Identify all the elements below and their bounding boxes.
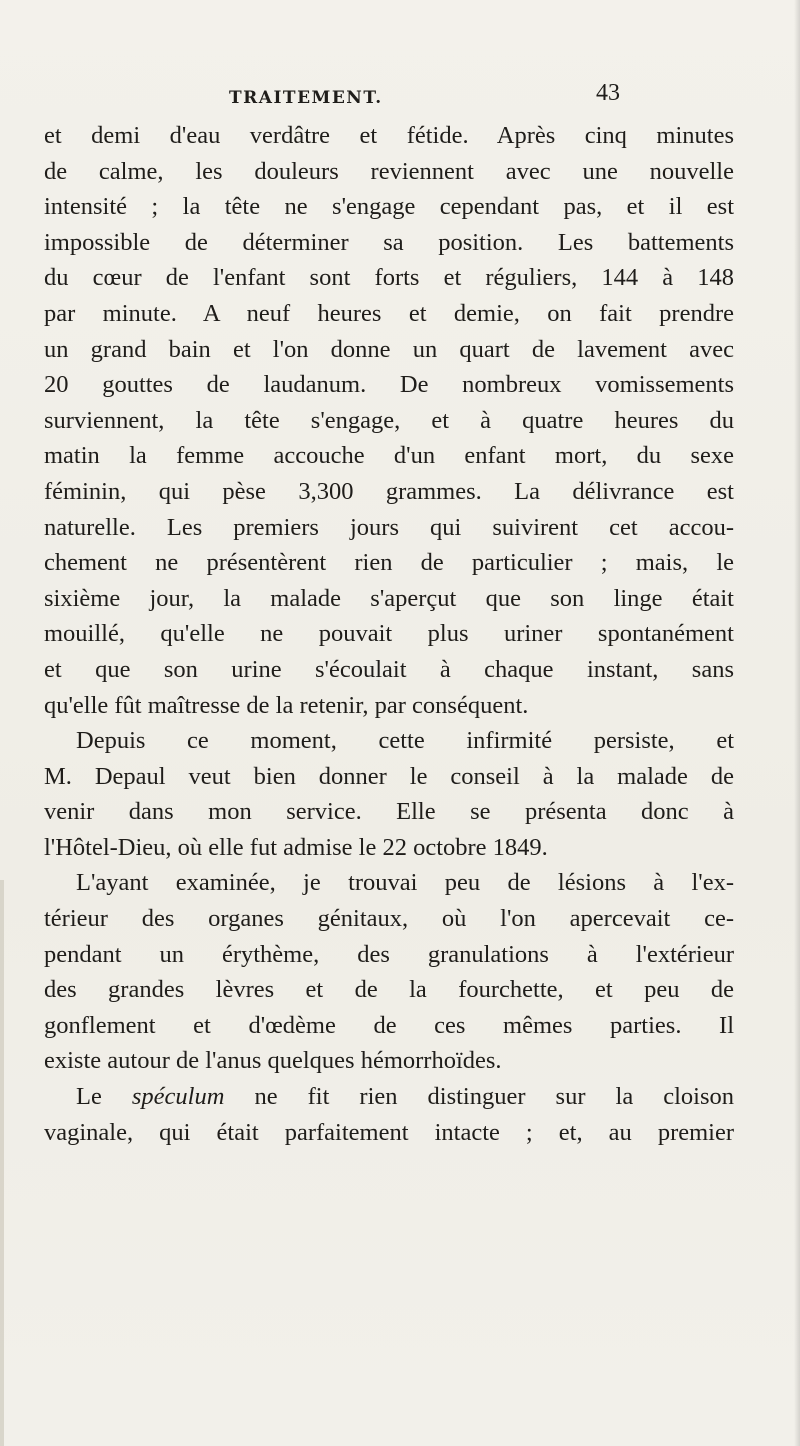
text-line: Depuis ce moment, cette infirmité persiste, et <box>76 727 734 755</box>
text-line: et demi d'eau verdâtre et fétide. Après cinq minutes <box>44 122 734 149</box>
body-text <box>44 118 734 1150</box>
text-line: du cœur de l'enfant sont forts et réguliers, 144 à 148 <box>44 264 734 292</box>
page-edge-shadow-left <box>0 880 4 1446</box>
text-line: 20 gouttes de laudanum. De nombreux vomissements <box>44 371 734 399</box>
text-line: pendant un érythème, des granulations à l'extérieur <box>44 940 734 968</box>
text-line: un grand bain et l'on donne un quart de lavement avec <box>44 335 734 363</box>
text-line: chement ne présentèrent rien de particulier ; mais, le <box>44 549 734 577</box>
speculum-lead: Le <box>76 1083 132 1111</box>
text-line: de calme, les douleurs reviennent avec une nouvelle <box>44 157 734 185</box>
text-line: surviennent, la tête s'engage, et à quatre heures du <box>44 406 734 434</box>
speculum-rest: ne fit rien distinguer sur la cloison <box>224 1083 734 1111</box>
text-line: vaginale, qui était parfaitement intacte ; et, au premier <box>44 1118 734 1146</box>
text-line-speculum <box>44 1079 734 1115</box>
text-line: matin la femme accouche d'un enfant mort, du sexe <box>44 442 734 470</box>
text-line: sixième jour, la malade s'aperçut que son linge était <box>44 584 734 612</box>
text-line: mouillé, qu'elle ne pouvait plus uriner spontanément <box>44 620 734 648</box>
page-header <box>40 80 760 120</box>
text-line: féminin, qui pèse 3,300 grammes. La délivrance est <box>44 477 734 505</box>
text-line: L'ayant examinée, je trouvai peu de lésions à l'ex- <box>76 869 734 897</box>
text-line: térieur des organes génitaux, où l'on apercevait ce- <box>44 905 734 933</box>
speculum-word: spéculum <box>131 1083 225 1111</box>
page-number: 43 <box>596 80 620 106</box>
text-line: l'Hôtel-Dieu, où elle fut admise le 22 octobre 1849. <box>44 833 548 861</box>
text-line: intensité ; la tête ne s'engage cependant pas, et il est <box>44 193 734 221</box>
text-line: existe autour de l'anus quelques hémorrhoïdes. <box>44 1047 502 1075</box>
text-line: naturelle. Les premiers jours qui suivirent cet accou- <box>44 513 734 541</box>
text-line: par minute. A neuf heures et demie, on fait prendre <box>44 299 734 327</box>
page-edge-shadow-right <box>794 0 800 1446</box>
text-line: des grandes lèvres et de la fourchette, et peu de <box>44 976 734 1004</box>
text-line: et que son urine s'écoulait à chaque instant, sans <box>44 655 734 683</box>
running-head: TRAITEMENT. <box>229 88 383 108</box>
text-line: venir dans mon service. Elle se présenta donc à <box>44 798 734 826</box>
text-line: M. Depaul veut bien donner le conseil à la malade de <box>44 762 734 790</box>
text-line: qu'elle fût maîtresse de la retenir, par conséquent. <box>44 691 529 719</box>
text-line: gonflement et d'œdème de ces mêmes parties. Il <box>44 1011 734 1039</box>
text-line: impossible de déterminer sa position. Les battements <box>44 228 734 256</box>
